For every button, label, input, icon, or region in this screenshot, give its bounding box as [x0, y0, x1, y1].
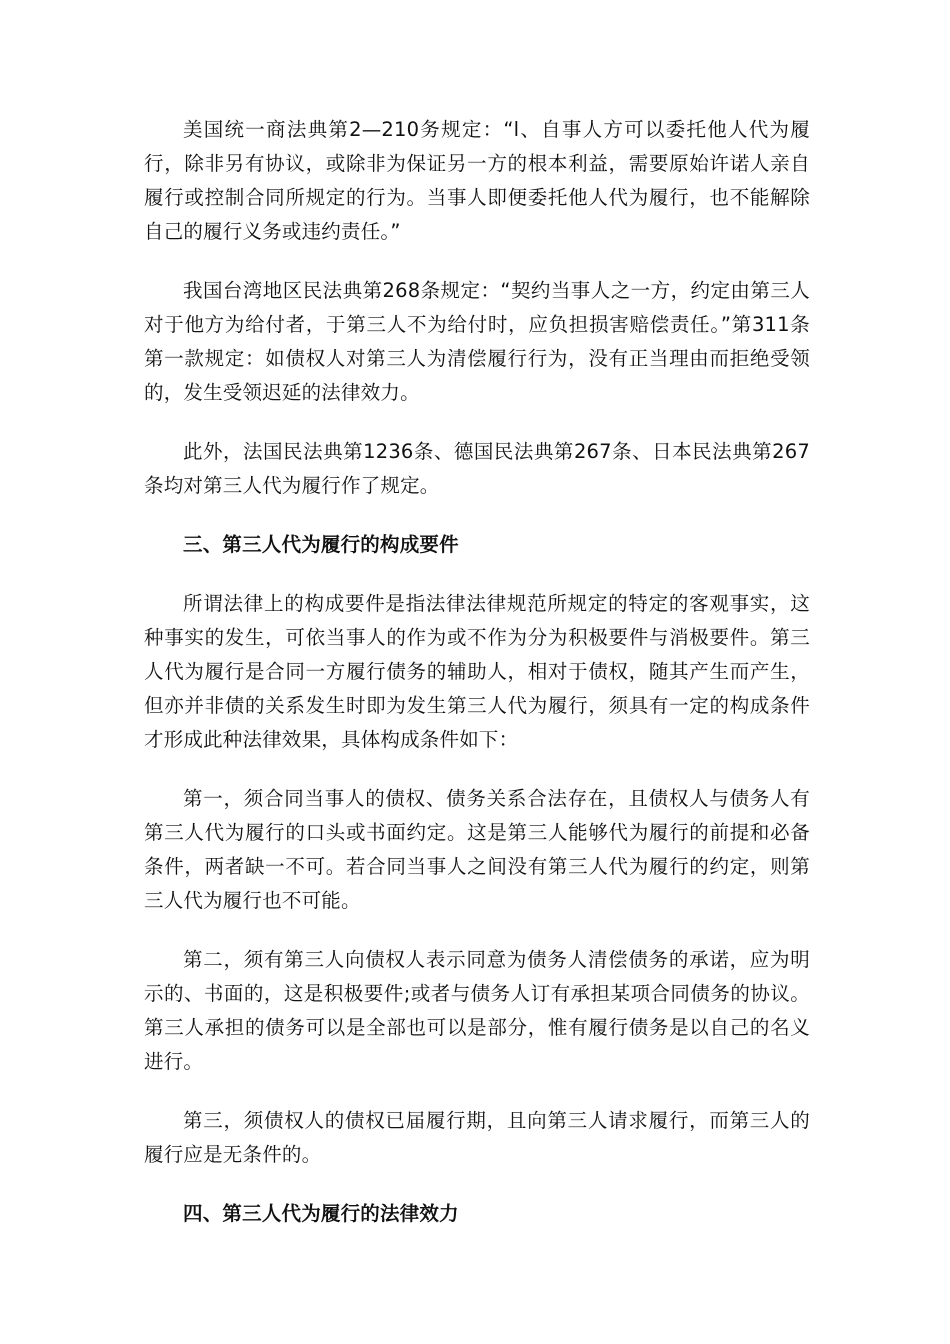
paragraph-ucc-2-210: 美国统一商法典第2—210务规定：“l、自事人方可以委托他人代为履行，除非另有协议，或除非为保证另一方的根本利益，需要原始许诺人亲自履行或控制合同所规定的行为。当事人即便委托他人代为履行，也不能解除自己的履行义务或违约责任。” [144, 118, 810, 243]
paragraph-first-condition: 第一，须合同当事人的债权、债务关系合法存在，且债权人与债务人有第三人代为履行的口头或书面约定。这是第三人能够代为履行的前提和必备条件，两者缺一不可。若合同当事人之间没有第三人代为履行的约定，则第三人代为履行也不可能。 [144, 787, 810, 912]
paragraph-constituent-elements-intro: 所谓法律上的构成要件是指法律法律规范所规定的特定的客观事实，这种事实的发生，可依当事人的作为或不作为分为积极要件与消极要件。第三人代为履行是合同一方履行债务的辅助人，相对于债权，随其产生而产生，但亦并非债的关系发生时即为发生第三人代为履行，须具有一定的构成条件才形成此种法律效果，具体构成条件如下： [144, 592, 810, 751]
section-heading-constituent-elements: 三、第三人代为履行的构成要件 [183, 533, 459, 556]
document-body [144, 113, 810, 1256]
paragraph-foreign-civil-codes: 此外，法国民法典第1236条、德国民法典第267条、日本民法典第267条均对第三人代为履行作了规定。 [144, 440, 810, 497]
paragraph-second-condition: 第二，须有第三人向债权人表示同意为债务人清偿债务的承诺，应为明示的、书面的，这是积极要件;或者与债务人订有承担某项合同债务的协议。第三人承担的债务可以是全部也可以是部分，惟有履行债务是以自己的名义进行。 [144, 948, 810, 1073]
section-heading-legal-effect: 四、第三人代为履行的法律效力 [183, 1202, 459, 1225]
paragraph-third-condition: 第三，须债权人的债权已届履行期，且向第三人请求履行，而第三人的履行应是无条件的。 [144, 1109, 810, 1166]
paragraph-taiwan-civil-code: 我国台湾地区民法典第268条规定：“契约当事人之一方，约定由第三人对于他方为给付者，于第三人不为给付时，应负担损害赔偿责任。”第311条第一款规定：如债权人对第三人为清偿履行行为，没有正当理由而拒绝受领的，发生受领迟延的法律效力。 [144, 279, 810, 404]
